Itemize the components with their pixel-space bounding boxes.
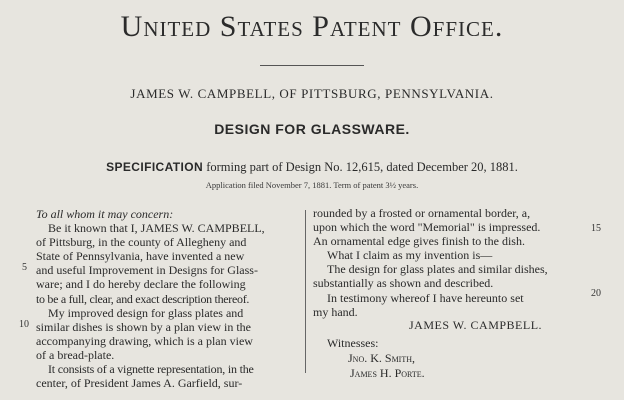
line-number: 20 <box>591 288 601 299</box>
witness-name: James H. Porte. <box>350 366 425 380</box>
text-line: center, of President James A. Garfield, sur- <box>36 376 243 391</box>
text-line: accompanying drawing, which is a plan view <box>36 333 253 348</box>
text-line: The design for glass plates and similar dishes, <box>327 262 548 277</box>
text-line: and useful Improvement in Designs for Glass- <box>36 263 258 278</box>
column-divider <box>305 210 306 373</box>
text-line: State of Pennsylvania, have invented a new <box>36 249 245 264</box>
text-line: In testimony whereof I have hereunto set <box>327 290 524 305</box>
text-line: substantially as shown and described. <box>313 276 494 291</box>
text-line: similar dishes is shown by a plan view in the <box>36 319 251 334</box>
left-column <box>36 207 300 390</box>
line-number: 10 <box>19 319 29 330</box>
right-column <box>313 206 585 319</box>
text-line: of Pittsburg, in the county of Allegheny and <box>36 235 247 250</box>
text-line: my hand. <box>313 304 358 319</box>
line-number: 15 <box>591 223 601 234</box>
text-line: My improved design for glass plates and <box>48 305 244 320</box>
specification-rest: forming part of Design No. 12,615, dated December 20, 1881. <box>203 160 518 174</box>
title-rule <box>260 65 364 66</box>
text-line: rounded by a frosted or ornamental border, a, <box>313 206 531 220</box>
design-title: DESIGN FOR GLASSWARE. <box>214 121 410 137</box>
text-line: It consists of a vignette representation, in the <box>48 362 254 377</box>
office-title: United States Patent Office. <box>120 10 504 43</box>
specification-line <box>0 160 624 175</box>
text-line: of a bread-plate. <box>36 347 115 362</box>
witness-name: Jno. K. Smith, <box>348 351 416 365</box>
text-line: ware; and I do hereby declare the following <box>36 277 246 292</box>
text-line: An ornamental edge gives finish to the dish. <box>313 234 525 249</box>
inventor-line: JAMES W. CAMPBELL, OF PITTSBURG, PENNSYLVANIA. <box>130 86 494 101</box>
inventor-signature: JAMES W. CAMPBELL. <box>409 318 543 332</box>
text-line: Be it known that I, JAMES W. CAMPBELL, <box>48 221 265 236</box>
specification-lead: SPECIFICATION <box>106 160 204 174</box>
witnesses-label: Witnesses: <box>327 336 379 350</box>
line-number: 5 <box>22 262 27 273</box>
application-line: Application filed November 7, 1881. Term of patent 3½ years. <box>205 180 419 190</box>
salutation: To all whom it may concern: <box>36 207 174 221</box>
text-line: What I claim as my invention is— <box>327 248 493 263</box>
text-line: to be a full, clear, and exact description thereof. <box>36 291 250 306</box>
text-line: upon which the word "Memorial" is impressed. <box>313 220 541 235</box>
